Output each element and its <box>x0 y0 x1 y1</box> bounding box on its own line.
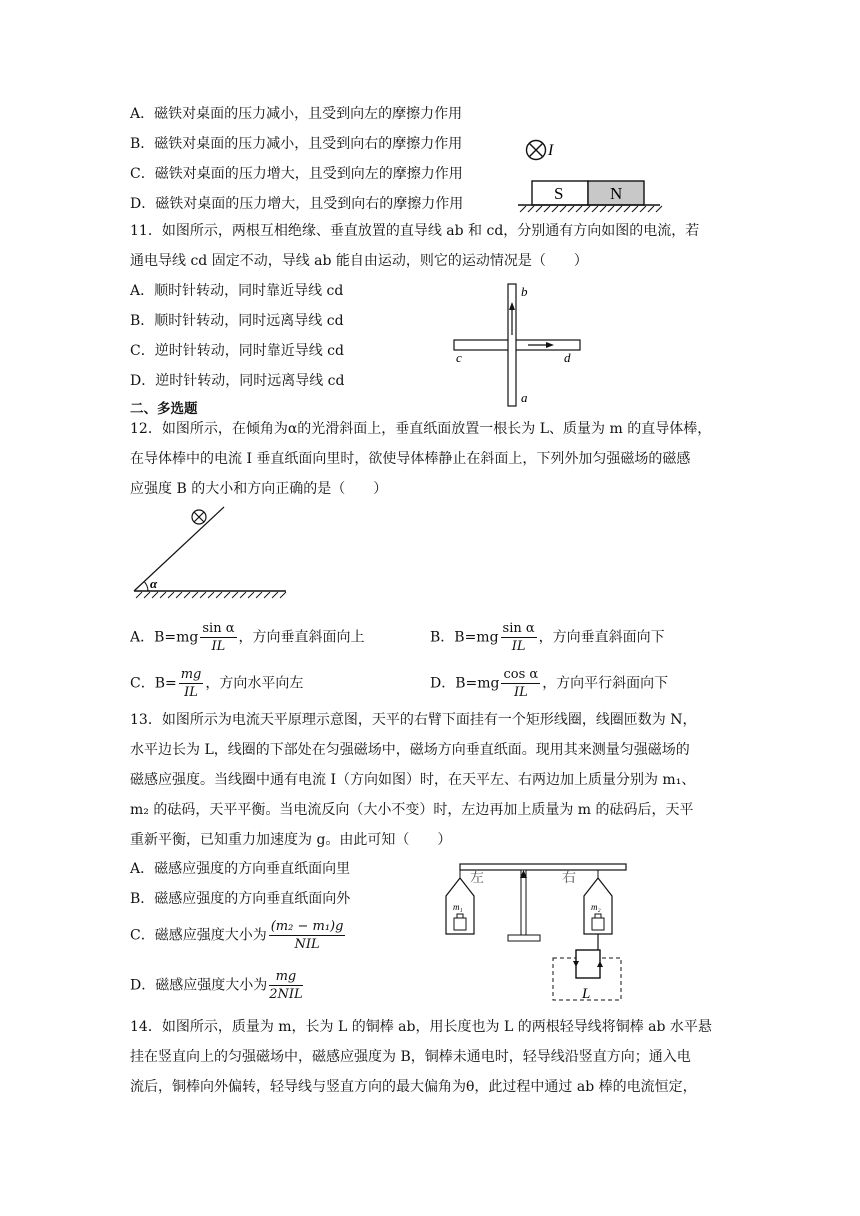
q13-stem-line5: 重新平衡，已知重力加速度为 g。由此可知（ ） <box>130 832 452 848</box>
q12-option-d: D．B=mg $\frac{\text{cos α}}{IL}$ ，方向平行斜面向下 <box>430 667 669 700</box>
balance-beam <box>460 864 626 870</box>
svg-text:a: a <box>521 390 528 405</box>
q11-stem-line2: 通电导线 cd 固定不动，导线 ab 能自由运动，则它的运动情况是（ ） <box>130 253 588 269</box>
q12-option-b: B．B=mg $\frac{\text{sin α}}{IL}$ ，方向垂直斜面向下 <box>430 621 665 654</box>
balance-post <box>521 870 526 936</box>
q10-option-a: A．磁铁对桌面的压力减小，且受到向左的摩擦力作用 <box>130 106 463 122</box>
q14-stem-line3: 流后，铜棒向外偏转，轻导线与竖直方向的最大偏角为θ，此过程中通过 ab 棒的电流恒定， <box>130 1079 697 1095</box>
q12-incline-figure <box>130 505 300 605</box>
balance-base <box>508 935 540 941</box>
q10-magnet-figure <box>510 130 670 220</box>
q11-option-b: B．顺时针转动，同时远离导线 cd <box>130 313 344 329</box>
svg-text:L: L <box>582 986 591 1002</box>
q12-stem-line2: 在导体棒中的电流 I 垂直纸面向里时，欲使导体棒静止在斜面上，下列外加匀强磁场的磁感 <box>130 451 691 467</box>
svg-text:m₂: m₂ <box>591 902 601 912</box>
q11-wires-figure <box>450 280 590 410</box>
svg-text:d: d <box>564 350 571 365</box>
q13-stem-line1: 13．如图所示为电流天平原理示意图，天平的右臂下面挂有一个矩形线圈，线圈匝数为 N， <box>130 712 697 728</box>
q11-stem-line1: 11．如图所示，两根互相绝缘、垂直放置的直导线 ab 和 cd，分别通有方向如图的电流，若 <box>130 223 700 239</box>
q10-option-b: B．磁铁对桌面的压力减小，且受到向右的摩擦力作用 <box>130 136 463 152</box>
q12-option-c: C．B= $\frac{mg}{IL}$ ，方向水平向左 <box>130 667 304 700</box>
q13-option-a: A．磁感应强度的方向垂直纸面向里 <box>130 861 351 877</box>
incline-surface <box>134 507 224 591</box>
q12-option-a: A．B=mg $\frac{\text{sin α}}{IL}$ ，方向垂直斜面向上 <box>130 621 365 654</box>
q12-stem-line1: 12．如图所示，在倾角为α的光滑斜面上，垂直纸面放置一根长为 L、质量为 m 的直导体棒， <box>130 421 712 437</box>
q11-option-a: A．顺时针转动，同时靠近导线 cd <box>130 283 344 299</box>
wire-cd <box>454 340 580 350</box>
svg-text:b: b <box>521 284 528 299</box>
q13-stem-line3: 磁感应强度。当线圈中通有电流 I（方向如图）时，在天平左、右两边加上质量分别为 m₁、 <box>130 772 696 788</box>
table-hatching <box>520 206 662 212</box>
svg-text:S: S <box>554 184 564 203</box>
q13-current-balance-figure <box>440 860 640 1005</box>
q14-stem-line1: 14．如图所示，质量为 m，长为 L 的铜棒 ab，用长度也为 L 的两根轻导线将铜棒 ab 水平悬 <box>130 1019 712 1035</box>
q11-option-d: D．逆时针转动，同时远离导线 cd <box>130 373 345 389</box>
svg-text:右: 右 <box>562 870 576 886</box>
svg-text:N: N <box>610 184 623 203</box>
q10-option-d: D．磁铁对桌面的压力增大，且受到向右的摩擦力作用 <box>130 196 464 212</box>
section-title-multiple-choice: 二、多选题 <box>130 401 198 417</box>
q13-stem-line2: 水平边长为 L，线圈的下部处在匀强磁场中，磁场方向垂直纸面。现用其来测量匀强磁场的 <box>130 742 690 758</box>
q13-option-d: D．磁感应强度大小为 $\frac{mg}{\text{2NIL}}$ <box>130 969 303 1002</box>
svg-text:m₁: m₁ <box>453 902 463 912</box>
q12-stem-line3: 应强度 B 的大小和方向正确的是（ ） <box>130 481 388 497</box>
current-label: I <box>548 142 554 159</box>
rectangular-coil <box>576 950 600 978</box>
q13-stem-line4: m₂ 的砝码，天平平衡。当电流反向（大小不变）时，左边再加上质量为 m 的砝码后，天平 <box>130 802 694 818</box>
svg-text:c: c <box>456 350 462 365</box>
angle-label: α <box>150 576 158 591</box>
svg-text:左: 左 <box>470 870 484 886</box>
q10-option-c: C．磁铁对桌面的压力增大，且受到向左的摩擦力作用 <box>130 166 463 182</box>
q14-stem-line2: 挂在竖直向上的匀强磁场中，磁感应强度为 B，铜棒未通电时，轻导线沿竖直方向；通入电 <box>130 1049 691 1065</box>
q13-option-c: C．磁感应强度大小为 $\frac{\text{(m₂ − m₁)g}}{\text{NIL}}$ <box>130 919 344 952</box>
q13-option-b: B．磁感应强度的方向垂直纸面向外 <box>130 891 351 907</box>
q11-option-c: C．逆时针转动，同时靠近导线 cd <box>130 343 344 359</box>
